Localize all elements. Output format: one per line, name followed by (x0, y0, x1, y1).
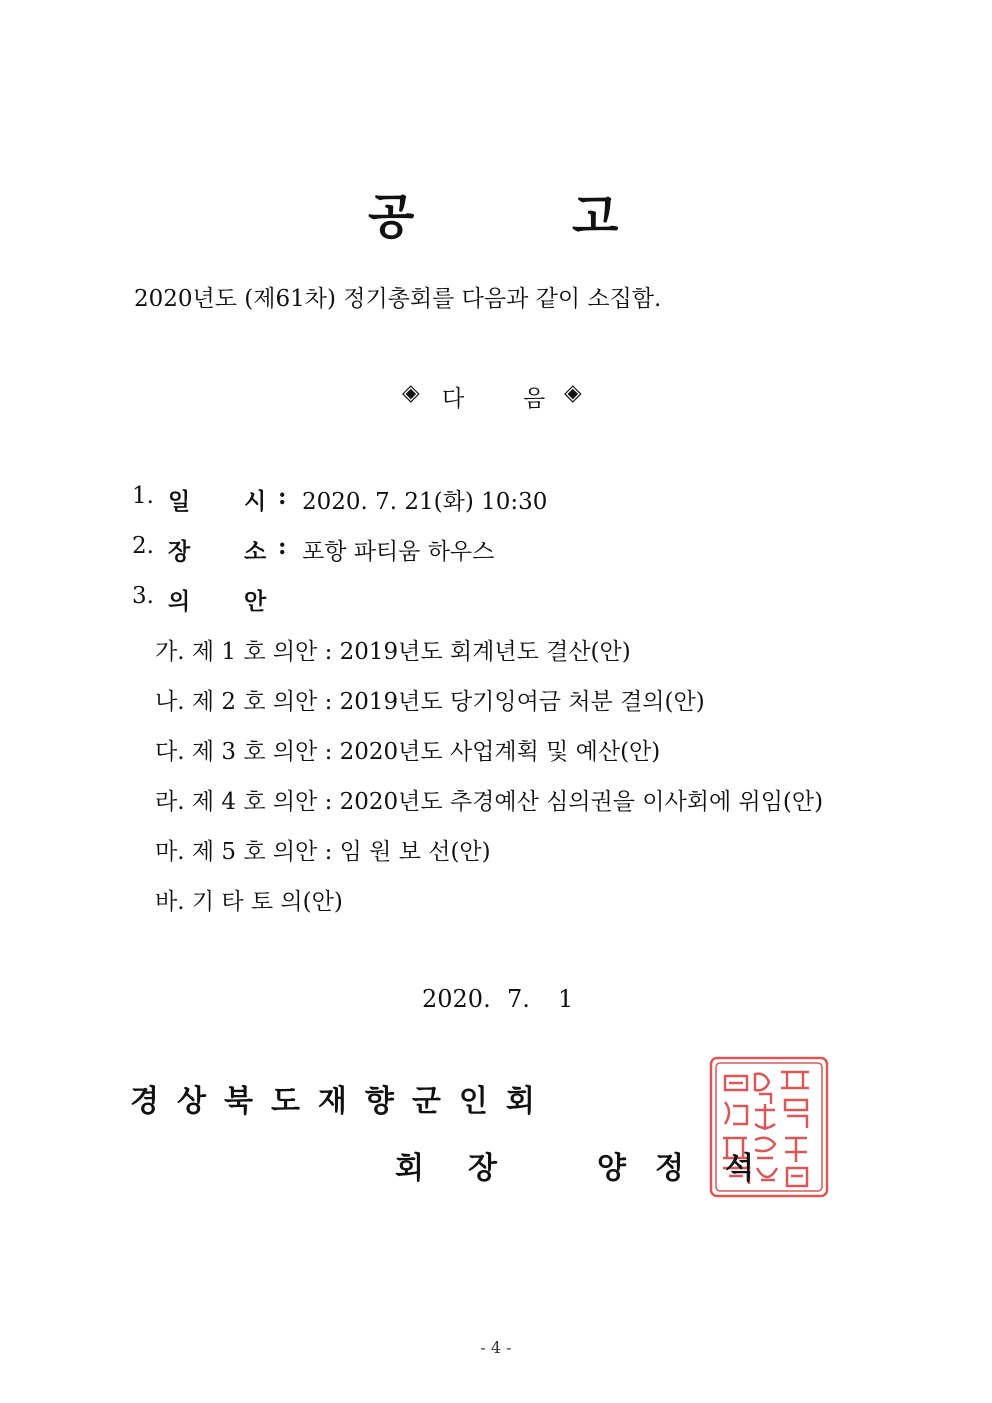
item-label-part-2: 소 (244, 538, 267, 565)
date-month: 7. (507, 985, 530, 1013)
diamond-icon: ◈ (564, 380, 582, 406)
date-day: 1 (558, 985, 574, 1013)
item-value: 2020. 7. 21(화) 10:30 (302, 489, 548, 515)
page-number: - 4 - (480, 1338, 512, 1357)
item-number: 1. (132, 483, 154, 509)
notice-title-char-1: 공 (368, 189, 415, 245)
item-label-part-1: 일 (168, 488, 191, 515)
president-signature-line (0, 1143, 992, 1187)
item-value: 포항 파티움 하우스 (302, 539, 495, 565)
marker-word-2: 음 (523, 386, 546, 412)
intro-text: 2020년도 (제61차) 정기총회를 다음과 같이 소집함. (134, 286, 662, 312)
item-number: 2. (132, 533, 154, 559)
diamond-icon: ◈ (402, 380, 420, 406)
agenda-item: 마. 제 5 호 의안 : 임 원 보 선(안) (155, 839, 491, 865)
item-separator: : (278, 483, 287, 510)
item-label-part-1: 장 (168, 538, 191, 565)
president-title-char-1: 회 (395, 1151, 424, 1186)
item-label-part-2: 안 (244, 588, 267, 615)
item-label-part-2: 시 (244, 488, 267, 515)
agenda-item: 가. 제 1 호 의안 : 2019년도 회계년도 결산(안) (155, 639, 631, 665)
president-name-char-2: 정 (655, 1151, 684, 1186)
agenda-item: 나. 제 2 호 의안 : 2019년도 당기잉여금 처분 결의(안) (155, 689, 705, 715)
item-separator: : (278, 533, 287, 560)
date-year: 2020. (422, 985, 491, 1013)
notice-title (0, 178, 992, 245)
president-name-char-1: 양 (597, 1151, 626, 1186)
item-label-part-1: 의 (168, 588, 191, 615)
notice-date (0, 985, 992, 1019)
president-name-char-3: 석 (725, 1151, 754, 1186)
marker-word-1: 다 (442, 386, 465, 412)
organization-name: 경상북도재향군인회 (130, 1084, 553, 1119)
notice-title-char-2: 고 (572, 189, 619, 245)
item-number: 3. (132, 583, 154, 609)
agenda-item: 다. 제 3 호 의안 : 2020년도 사업계획 및 예산(안) (155, 739, 661, 765)
president-title-char-2: 장 (468, 1151, 497, 1186)
agenda-item: 라. 제 4 호 의안 : 2020년도 추경예산 심의권을 이사회에 위임(안) (155, 789, 824, 815)
agenda-item: 바. 기 타 토 의(안) (155, 889, 343, 915)
section-marker (0, 380, 992, 412)
